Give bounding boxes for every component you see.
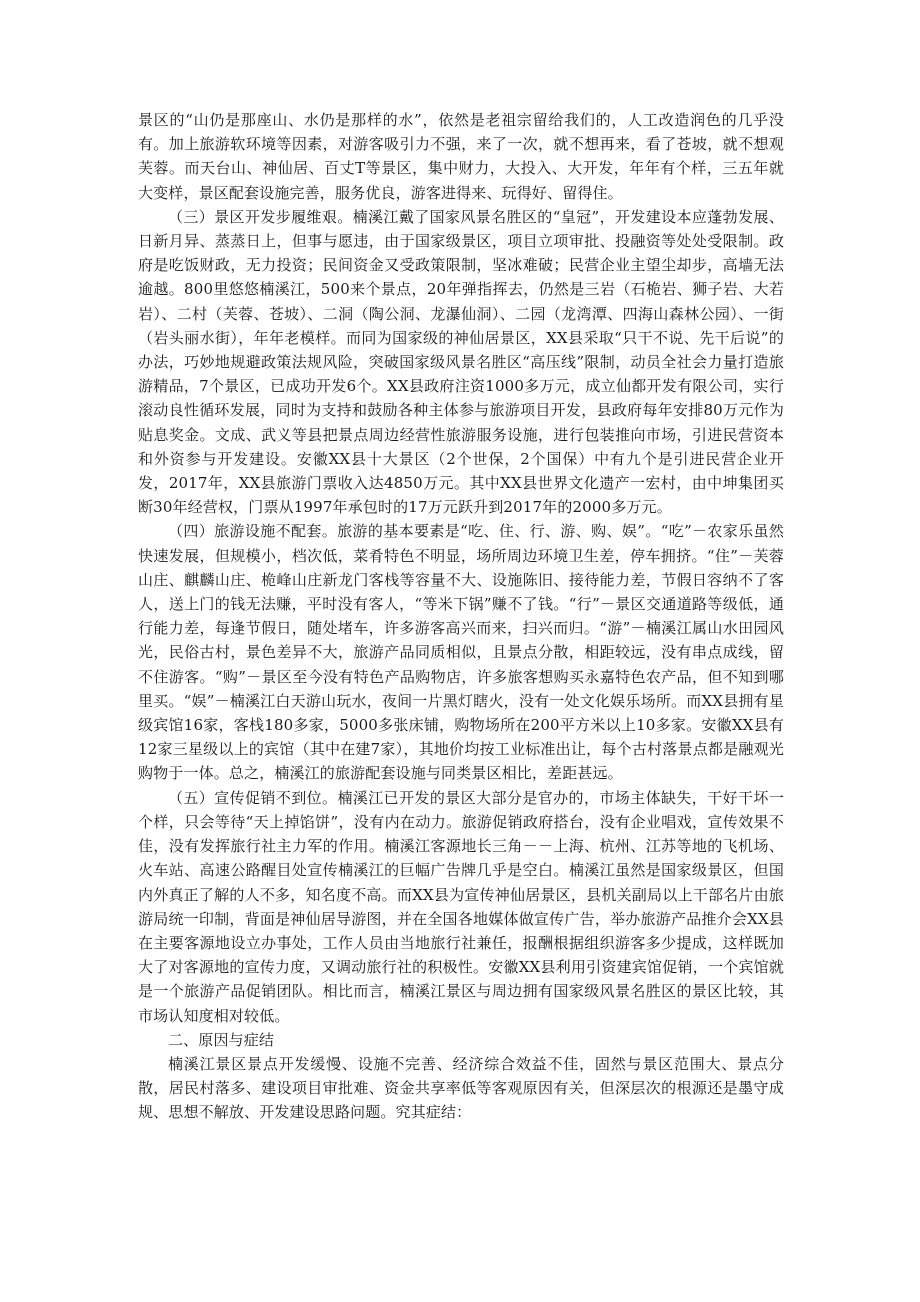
paragraph-section-5: （五）宣传促销不到位。楠溪江已开发的景区大部分是官办的，市场主体缺失，干好干坏一个样，只会等待“天上掉馅饼”，没有内在动力。旅游促销政府搭台，没有企业唱戏，宣传效果不佳，没有发挥旅行社主力军的作用。楠溪江客源地长三角－－上海、杭州、江苏等地的飞机场、火车站、高速公路醒目处宣传楠溪江的巨幅广告牌几乎是空白。楠溪江虽然是国家级景区，但国内外真正了解的人不多，知名度不高。而XX县为宣传神仙居景区，县机关副局以上干部名片由旅游局统一印制，背面是神仙居导游图，并在全国各地媒体做宣传广告，举办旅游产品推介会XX县在主要客源地设立办事处，工作人员由当地旅行社兼任，报酬根据组织游客多少提成，这样既加大了对客源地的宣传力度，又调动旅行社的积极性。安徽XX县利用引资建宾馆促销，一个宾馆就是一个旅游产品促销团队。相比而言，楠溪江景区与周边拥有国家级风景名胜区的景区比较，其市场认知度相对较低。 bbox=[138, 788, 784, 1025]
document-body bbox=[138, 108, 784, 1125]
paragraph-continuation: 景区的“山仍是那座山、水仍是那样的水”，依然是老祖宗留给我们的，人工改造润色的几乎没有。加上旅游软环境等因素，对游客吸引力不强，来了一次，就不想再来，看了苍坡，就不想观芙蓉。而天台山、神仙居、百丈T等景区，集中财力，大投入、大开发，年年有个样，三五年就大变样，景区配套设施完善，服务优良，游客进得来、玩得好、留得住。 bbox=[138, 111, 784, 202]
paragraph-section-3: （三）景区开发步履维艰。楠溪江戴了国家风景名胜区的“皇冠”，开发建设本应蓬勃发展、日新月异、蒸蒸日上，但事与愿违，由于国家级景区，项目立项审批、投融资等处处受限制。政府是吃饭财政，无力投资；民间资金又受政策限制，坚冰难破；民营企业主望尘却步，高墙无法逾越。800里悠悠楠溪江，500来个景点，20年弹指挥去，仍然是三岩（石桅岩、狮子岩、大若岩）、二村（芙蓉、苍坡）、二洞（陶公洞、龙瀑仙洞）、二园（龙湾潭、四海山森林公园）、一街（岩头丽水街），年年老模样。而同为国家级的神仙居景区，XX县采取“只干不说、先干后说”的办法，巧妙地规避政策法规风险，突破国家级风景名胜区“高压线”限制，动员全社会力量打造旅游精品，7个景区，已成功开发6个。XX县政府注资1000多万元，成立仙都开发有限公司，实行滚动良性循环发展，同时为支持和鼓励各种主体参与旅游项目开发，县政府每年安排80万元作为贴息奖金。文成、武义等县把景点周边经营性旅游服务设施，进行包装推向市场，引进民营资本和外资参与开发建设。安徽XX县十大景区（2个世保，2个国保）中有九个是引进民营企业开发，2017年，XX县旅游门票收入达4850万元。其中XX县世界文化遗产一宏村，由中坤集团买断30年经营权，门票从1997年承包时的17万元跃升到2017年的2000多万元。 bbox=[138, 207, 784, 517]
paragraph-section-4: （四）旅游设施不配套。旅游的基本要素是“吃、住、行、游、购、娱”。“吃”－农家乐虽然快速发展，但规模小，档次低，菜肴特色不明显，场所周边环境卫生差，停车拥挤。“住”－芙蓉山庄、麒麟山庄、桅峰山庄新龙门客栈等容量不大、设施陈旧、接待能力差，节假日容纳不了客人，送上门的钱无法赚，平时没有客人，“等米下锅”赚不了钱。“行”－景区交通道路等级低，通行能力差，每逢节假日，随处堵车，许多游客高兴而来，扫兴而归。“游”－楠溪江属山水田园风光，民俗古村，景色差异不大，旅游产品同质相似，且景点分散，相距较远，没有串点成线，留不住游客。“购”－景区至今没有特色产品购物店，许多旅客想购买永嘉特色农产品，但不知到哪里买。“娱”－楠溪江白天游山玩水，夜间一片黑灯瞎火，没有一处文化娱乐场所。而XX县拥有星级宾馆16家，客栈180多家，5000多张床铺，购物场所在200平方米以上10多家。安徽XX县有12家三星级以上的宾馆（其中在建7家），其地价均按工业标准出让，每个古村落景点都是融观光购物于一体。总之，楠溪江的旅游配套设施与同类景区相比，差距甚远。 bbox=[138, 522, 784, 783]
paragraph-causes-intro: 楠溪江景区景点开发缓慢、设施不完善、经济综合效益不佳，固然与景区范围大、景点分散，居民村落多、建设项目审批难、资金共享率低等客观原因有关，但深层次的根源还是墨守成规、思想不解放、开发建设思路问题。究其症结： bbox=[138, 1054, 784, 1122]
section-heading-causes: 二、原因与症结 bbox=[168, 1030, 275, 1049]
